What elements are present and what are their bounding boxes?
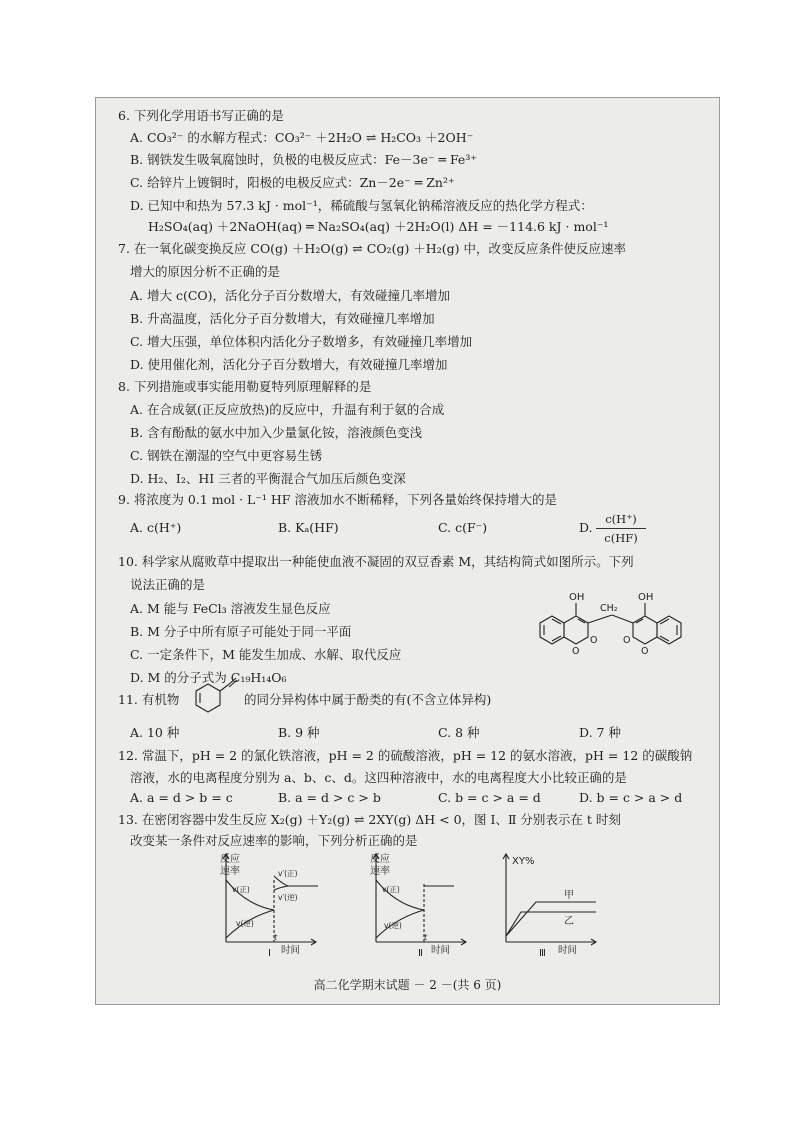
struct-oh-left: OH: [569, 592, 585, 603]
q6-stem: 6. 下列化学用语书写正确的是: [118, 108, 284, 123]
fig1-xlabel: 时间: [281, 945, 301, 956]
fig2-vr: v(逆): [384, 921, 402, 930]
q9-option-d-label: D.: [579, 520, 593, 535]
q7-option-c: C. 增大压强，单位体积内活化分子数增多，有效碰撞几率增加: [130, 334, 473, 349]
q7-stem-cont: 增大的原因分析不正确的是: [130, 264, 281, 279]
q12-option-a: A. a = d > b = c: [130, 790, 233, 805]
q9-stem: 9. 将浓度为 0.1 mol · L⁻¹ HF 溶液加水不断稀释，下列各量始终保持增大的是: [118, 492, 557, 507]
dicoumarol-structure: [528, 588, 693, 658]
struct-carbonyl-o-right: O: [623, 635, 631, 646]
struct-oh-right: OH: [638, 592, 654, 603]
fig1-vr: v(逆): [236, 919, 254, 928]
q10-stem-cont: 说法正确的是: [130, 577, 206, 592]
q8-option-a: A. 在合成氨(正反应放热)的反应中，升温有利于氨的合成: [130, 402, 445, 417]
q11-stem: 11. 有机物: [118, 692, 180, 707]
q6-option-d: D. 已知中和热为 57.3 kJ · mol⁻¹，稀硫酸与氢氧化钠稀溶液反应的热化学方程式：: [130, 198, 593, 213]
q12-stem-cont: 溶液，水的电离程度分别为 a、b、c、d。这四种溶液中，水的电离程度大小比较正确的是: [130, 770, 627, 785]
struct-ring-o-left: O: [572, 646, 580, 657]
q9-option-d-numerator: c(H⁺): [605, 512, 637, 526]
q9-option-c: C. c(F⁻): [438, 520, 488, 535]
q7-option-b: B. 升高温度，活化分子百分数增大，有效碰撞几率增加: [130, 311, 435, 326]
q6-option-a: A. CO₃²⁻ 的水解方程式：CO₃²⁻ ＋2H₂O ⇌ H₂CO₃ ＋2OH⁻: [130, 130, 474, 145]
q8-option-d: D. H₂、I₂、HI 三者的平衡混合气加压后颜色变深: [130, 471, 406, 486]
q9-option-d-denominator: c(HF): [604, 531, 638, 545]
fig2-t-marker: t: [424, 933, 428, 942]
figure-1-rate-time: [216, 850, 331, 958]
fig3-label-yi: 乙: [564, 916, 574, 927]
q13-stem-cont: 改变某一条件对反应速率的影响，下列分析正确的是: [130, 833, 418, 848]
q7-option-d: D. 使用催化剂，活化分子百分数增大，有效碰撞几率增加: [130, 357, 448, 372]
figure-2-rate-time: [366, 850, 481, 958]
q6-option-c: C. 给锌片上镀铜时，阳极的电极反应式：Zn－2e⁻ ═ Zn²⁺: [130, 175, 455, 190]
q11-option-b: B. 9 种: [278, 725, 320, 740]
exam-page: [95, 97, 720, 1005]
q10-stem: 10. 科学家从腐败草中提取出一种能使血液不凝固的双豆香素 M，其结构简式如图所示。下列: [118, 554, 634, 569]
q8-option-c: C. 钢铁在潮湿的空气中更容易生锈: [130, 448, 323, 463]
fig1-vf: v(正): [232, 885, 250, 894]
fig2-ylabel-line2: 速率: [370, 866, 390, 877]
fig1-vf-prime: v′(正): [278, 869, 298, 878]
q12-option-c: C. b = c > a = d: [438, 790, 541, 805]
styrene-derivative-structure: [190, 674, 240, 716]
q7-stem: 7. 在一氧化碳变换反应 CO(g) ＋H₂O(g) ⇌ CO₂(g) ＋H₂(g) 中，改变反应条件使反应速率: [118, 241, 626, 256]
q6-option-b: B. 钢铁发生吸氧腐蚀时，负极的电极反应式：Fe－3e⁻ ═ Fe³⁺: [130, 152, 477, 167]
struct-ch2: CH₂: [600, 603, 618, 614]
fig3-caption: Ⅲ: [539, 948, 546, 958]
struct-carbonyl-o-left: O: [590, 635, 598, 646]
q10-option-c: C. 一定条件下，M 能发生加成、水解、取代反应: [130, 647, 402, 662]
page-footer: 高二化学期末试题 － 2 －(共 6 页): [313, 978, 502, 992]
fig1-caption: Ⅰ: [268, 948, 271, 958]
q8-stem: 8. 下列措施或事实能用勒夏特列原理解释的是: [118, 379, 372, 394]
struct-ring-o-right: O: [641, 646, 649, 657]
fig3-xlabel: 时间: [558, 945, 578, 956]
q11-option-a: A. 10 种: [130, 725, 180, 740]
q12-option-b: B. a = d > c > b: [278, 790, 381, 805]
q9-option-b: B. Kₐ(HF): [278, 520, 339, 535]
fraction-bar: [596, 528, 646, 529]
q7-option-a: A. 增大 c(CO)，活化分子百分数增大，有效碰撞几率增加: [130, 288, 451, 303]
fig1-ylabel-line2: 速率: [220, 866, 240, 877]
fig3-label-jia: 甲: [564, 890, 574, 901]
q9-option-a: A. c(H⁺): [130, 520, 182, 535]
q10-option-a: A. M 能与 FeCl₃ 溶液发生显色反应: [130, 601, 331, 616]
fig2-vf: v(正): [382, 885, 400, 894]
q10-option-d: D. M 的分子式为 C₁₉H₁₄O₆: [130, 670, 287, 685]
q12-option-d: D. b = c > a > d: [579, 790, 683, 805]
fig1-vr-prime: v′(逆): [278, 893, 298, 902]
q11-option-d: D. 7 种: [579, 725, 621, 740]
q8-option-b: B. 含有酚酞的氨水中加入少量氯化铵，溶液颜色变浅: [130, 425, 423, 440]
fig2-caption: Ⅱ: [418, 948, 423, 958]
fig1-ylabel-line1: 反应: [220, 854, 240, 865]
fig2-ylabel-line1: 反应: [370, 854, 390, 865]
q11-stem-cont: 的同分异构体中属于酚类的有(不含立体异构): [244, 692, 492, 707]
q13-stem: 13. 在密闭容器中发生反应 X₂(g) ＋Y₂(g) ⇌ 2XY(g) ΔH < 0，图 Ⅰ、Ⅱ 分别表示在 t 时刻: [118, 812, 621, 827]
q10-option-b: B. M 分子中所有原子可能处于同一平面: [130, 624, 352, 639]
q12-stem: 12. 常温下，pH = 2 的氯化铁溶液，pH = 2 的硫酸溶液，pH = 12 的氨水溶液，pH = 12 的碳酸钠: [118, 748, 693, 763]
q6-option-d-equation: H₂SO₄(aq) ＋2NaOH(aq) ═ Na₂SO₄(aq) ＋2H₂O(l) ΔH = －114.6 kJ · mol⁻¹: [148, 219, 609, 234]
fig2-xlabel: 时间: [431, 945, 451, 956]
figure-3-percent-time: [496, 850, 611, 958]
q11-option-c: C. 8 种: [438, 725, 480, 740]
fig1-t-marker: t: [274, 933, 278, 942]
fig3-ylabel: XY%: [512, 856, 535, 867]
